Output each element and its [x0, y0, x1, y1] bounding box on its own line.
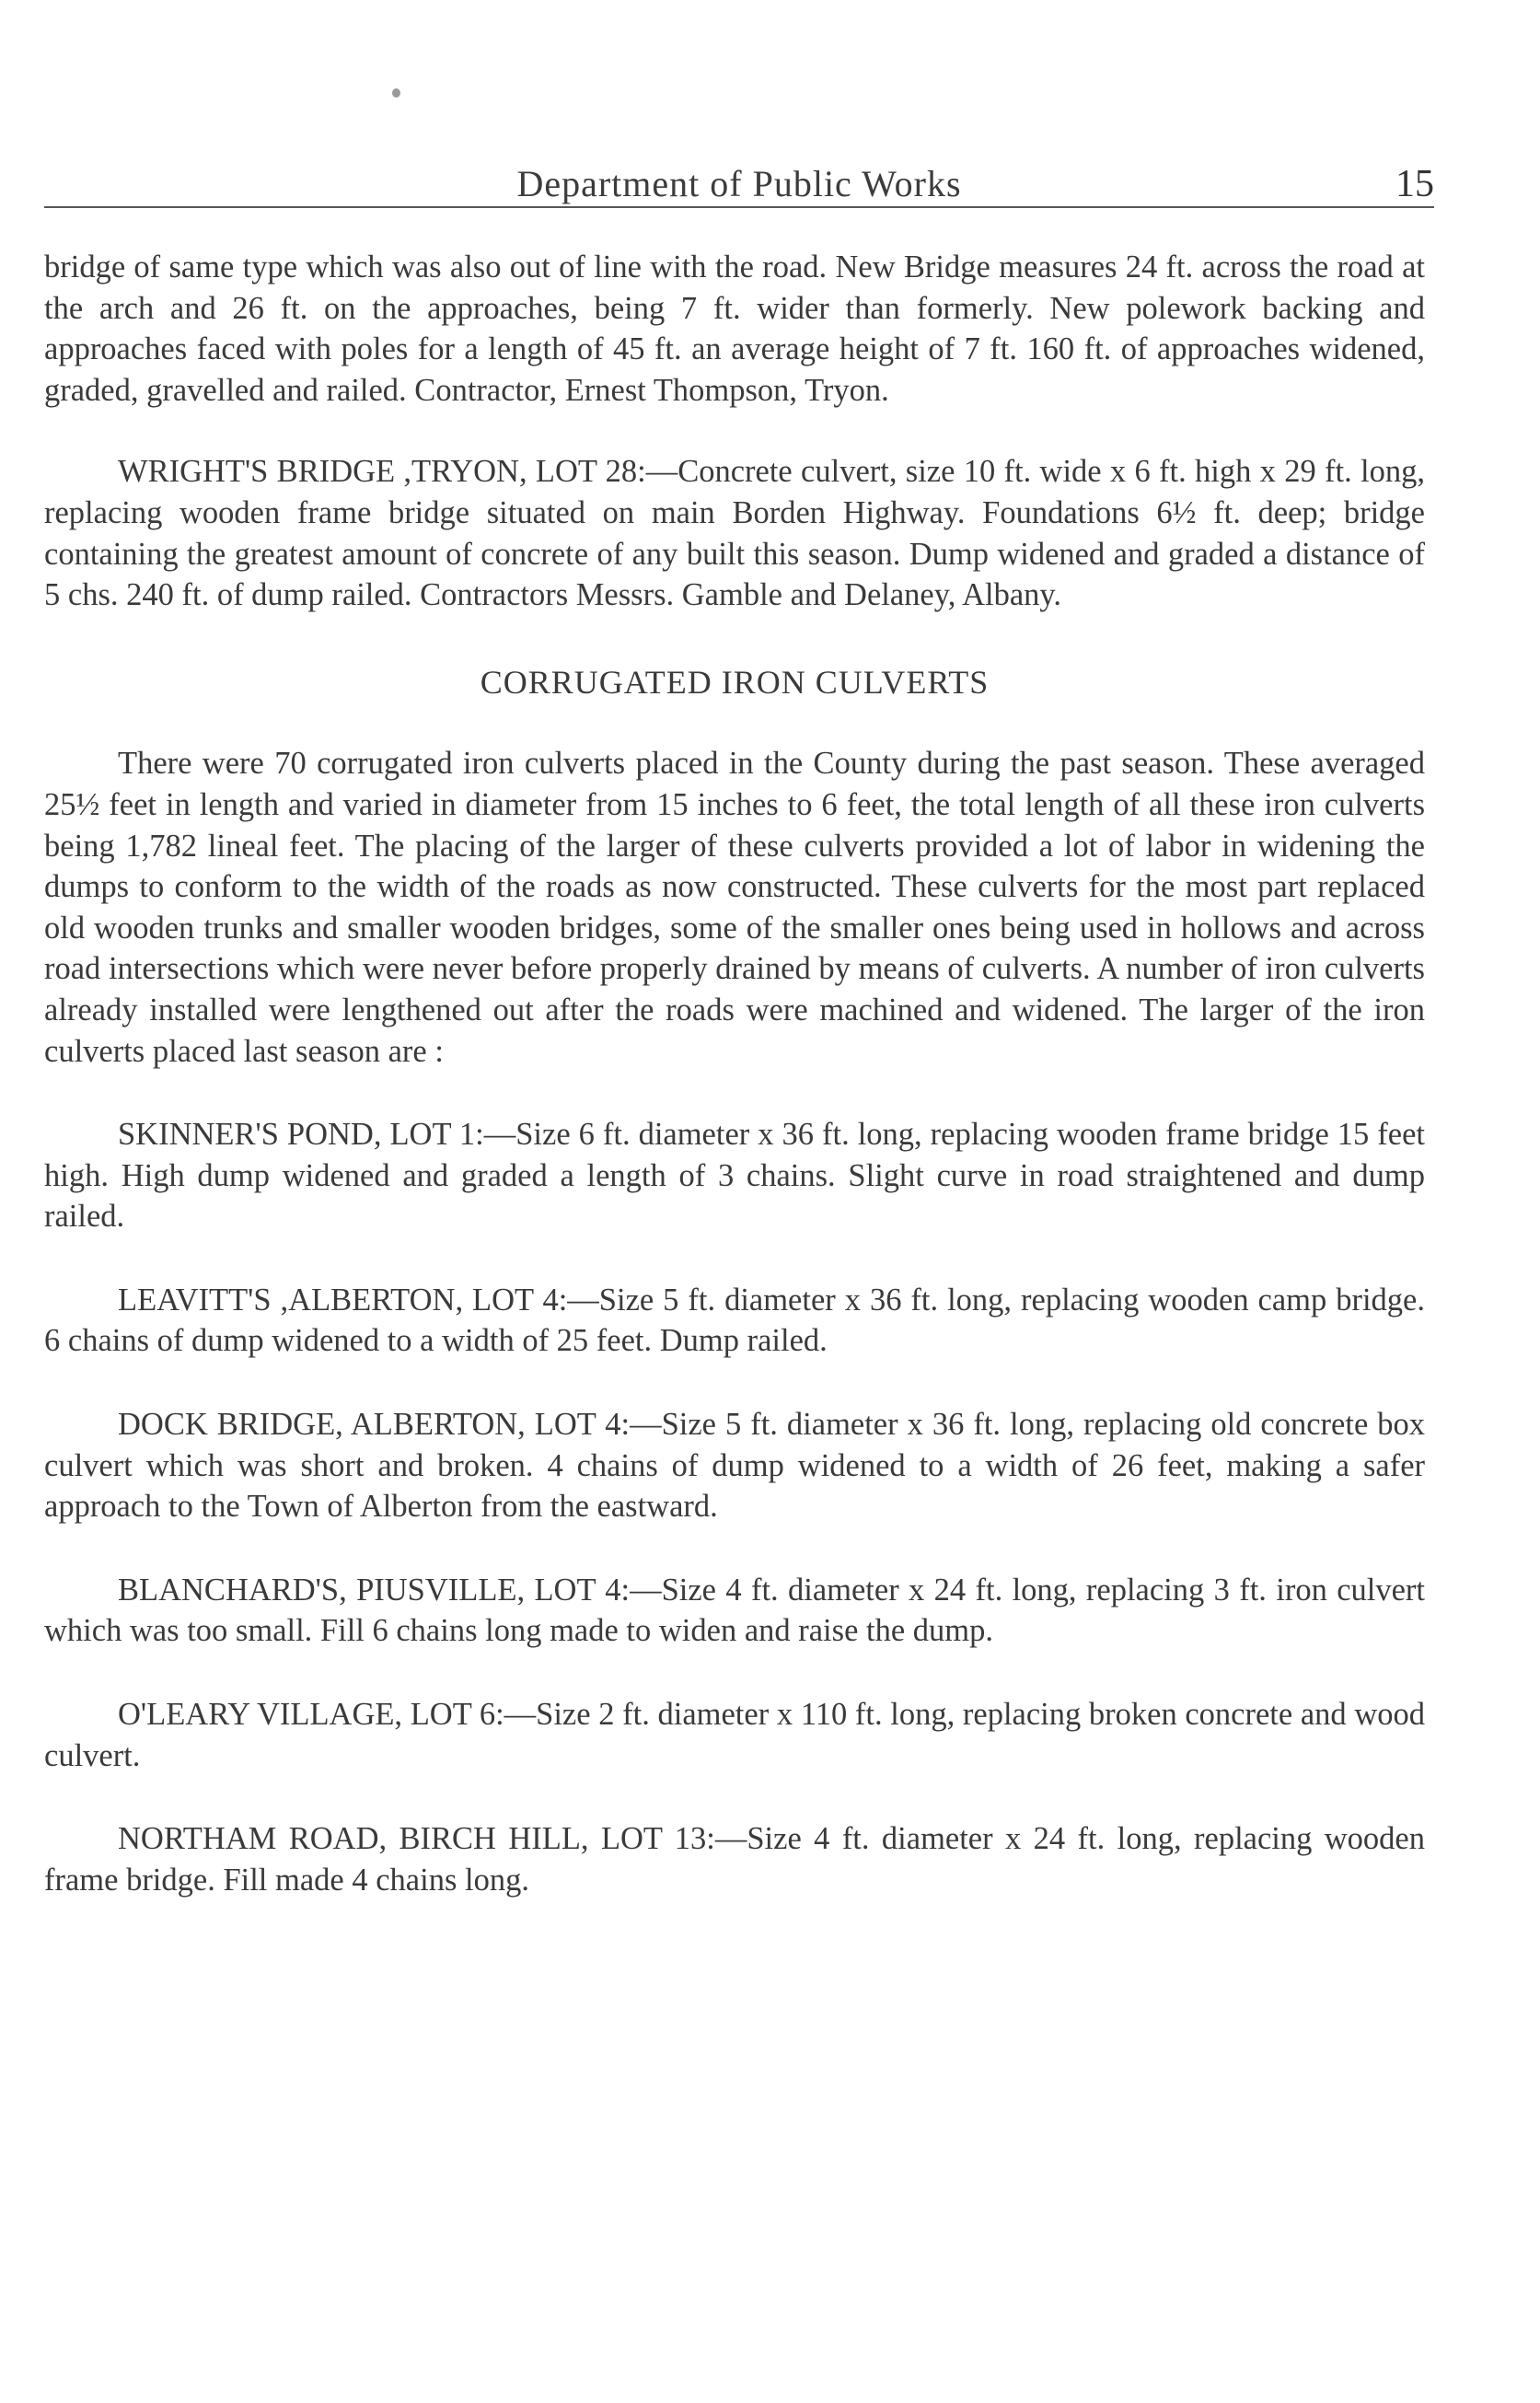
- paragraph-dock-bridge: DOCK BRIDGE, ALBERTON, LOT 4:—Size 5 ft. diameter x 36 ft. long, replacing old concrete box culvert which was short and broken. 4 chains of dump widened to a width of 26 feet, making a safer approach to the Town of Alberton from the eastward.: [44, 1407, 1425, 1525]
- page-number: 15: [1395, 163, 1434, 205]
- paragraph-blanchards: BLANCHARD'S, PIUSVILLE, LOT 4:—Size 4 ft. diameter x 24 ft. long, replacing 3 ft. iron culvert which was too small. Fill 6 chains long made to widen and raise the dump.: [44, 1572, 1425, 1649]
- paragraph-bridge-continued: bridge of same type which was also out of line with the road. New Bridge measures 24 ft. across the road at the arch and 26 ft. on the approaches, being 7 ft. wider than formerly. New polework backing and approaches faced with poles for a length of 45 ft. an average height of 7 ft. 160 ft. of approaches widened, graded, gravelled and railed. Contractor, Ernest Thompson, Tryon.: [44, 250, 1425, 408]
- ink-speck: [392, 88, 400, 98]
- header-rule: [44, 206, 1434, 208]
- paragraph-wrights-bridge: WRIGHT'S BRIDGE ,TRYON, LOT 28:—Concrete culvert, size 10 ft. wide x 6 ft. high x 29 ft. long, replacing wooden frame bridge situated on main Borden Highway. Foundations 6½ ft. deep; bridge containing the greatest amount of concrete of any built this season. Dump widened and graded a distance of 5 chs. 240 ft. of dump railed. Contractors Messrs. Gamble and Delaney, Albany.: [44, 454, 1425, 613]
- body-text: [44, 247, 1425, 1900]
- header-title: Department of Public Works: [516, 163, 962, 204]
- paragraph-leavitts: LEAVITT'S ,ALBERTON, LOT 4:—Size 5 ft. diameter x 36 ft. long, replacing wooden camp bridge. 6 chains of dump widened to a width of 25 feet. Dump railed.: [44, 1282, 1425, 1359]
- running-header: [44, 162, 1434, 208]
- paragraph-oleary-village: O'LEARY VILLAGE, LOT 6:—Size 2 ft. diameter x 110 ft. long, replacing broken concrete and wood culvert.: [44, 1697, 1425, 1773]
- paragraph-culverts-intro: There were 70 corrugated iron culverts placed in the County during the past season. These averaged 25½ feet in length and varied in diameter from 15 inches to 6 feet, the total length of all these iron culverts being 1,782 lineal feet. The placing of the larger of these culverts provided a lot of labor in widening the dumps to conform to the width of the roads as now constructed. These culverts for the most part replaced old wooden trunks and smaller wooden bridges, some of the smaller ones being used in hollows and across road intersections which were never before properly drained by means of culverts. A number of iron culverts already installed were lengthened out after the roads were machined and widened. The larger of the iron culverts placed last season are :: [44, 746, 1425, 1069]
- paragraph-northam-road: NORTHAM ROAD, BIRCH HILL, LOT 13:—Size 4 ft. diameter x 24 ft. long, replacing wooden frame bridge. Fill made 4 chains long.: [44, 1821, 1425, 1898]
- section-heading: CORRUGATED IRON CULVERTS: [480, 663, 990, 701]
- paragraph-skinners-pond: SKINNER'S POND, LOT 1:—Size 6 ft. diameter x 36 ft. long, replacing wooden frame bridge 15 feet high. High dump widened and graded a length of 3 chains. Slight curve in road straightened and dump railed.: [44, 1117, 1425, 1235]
